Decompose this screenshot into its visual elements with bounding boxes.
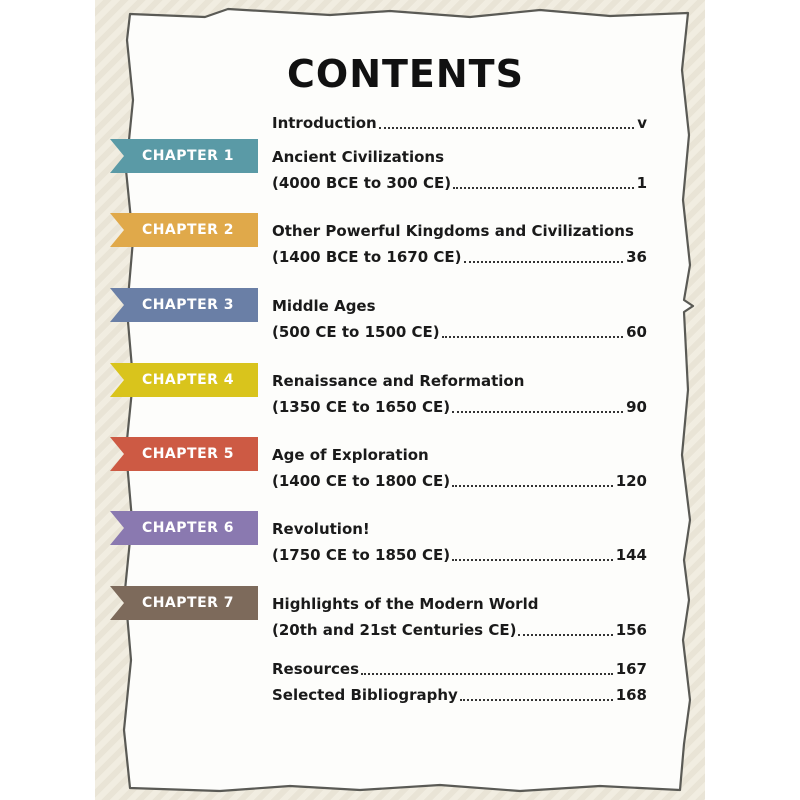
entry-dates: (20th and 21st Centuries CE) <box>272 621 517 639</box>
entry-dates: (500 CE to 1500 CE) <box>272 323 440 341</box>
entry-title: Introduction <box>272 114 377 132</box>
page-title: CONTENTS <box>287 52 524 96</box>
dot-leader <box>452 485 613 487</box>
chapter-ribbon-2[interactable] <box>110 213 258 247</box>
chapter-ribbon-7[interactable] <box>110 586 258 620</box>
chapter-ribbon-6[interactable] <box>110 511 258 545</box>
toc-entry-chapter-5[interactable] <box>272 446 647 490</box>
dot-leader <box>518 634 612 636</box>
toc-entry-chapter-1[interactable] <box>272 148 647 192</box>
toc-entry-resources[interactable] <box>272 660 647 678</box>
toc-entry-bibliography[interactable] <box>272 686 647 704</box>
page-number: 60 <box>626 323 647 341</box>
dot-leader <box>464 261 624 263</box>
entry-title: Highlights of the Modern World <box>272 595 539 613</box>
entry-title: Middle Ages <box>272 297 376 315</box>
page-number: 120 <box>615 472 647 490</box>
dot-leader <box>453 187 633 189</box>
entry-title: Ancient Civilizations <box>272 148 444 166</box>
chapter-label: CHAPTER 5 <box>141 446 235 462</box>
entry-dates: (1400 BCE to 1670 CE) <box>272 248 462 266</box>
page-number: 144 <box>615 546 647 564</box>
chapter-ribbon-4[interactable] <box>110 363 258 397</box>
entry-dates: (1750 CE to 1850 CE) <box>272 546 451 564</box>
page-number: 1 <box>636 174 647 192</box>
dot-leader <box>442 336 623 338</box>
toc-entry-chapter-2[interactable] <box>272 222 647 266</box>
entry-title: Age of Exploration <box>272 446 429 464</box>
chapter-label: CHAPTER 7 <box>141 595 235 611</box>
page-number: 156 <box>615 621 647 639</box>
entry-title: Other Powerful Kingdoms and Civilizations <box>272 222 634 240</box>
toc-entry-chapter-7[interactable] <box>272 595 647 639</box>
page-number: 167 <box>615 660 647 678</box>
dot-leader <box>361 673 613 675</box>
entry-title: Revolution! <box>272 520 370 538</box>
chapter-ribbon-1[interactable] <box>110 139 258 173</box>
chapter-label: CHAPTER 1 <box>141 148 235 164</box>
chapter-label: CHAPTER 3 <box>141 297 235 313</box>
page-number: 168 <box>615 686 647 704</box>
toc-entry-introduction[interactable] <box>272 114 647 132</box>
entry-dates: (1400 CE to 1800 CE) <box>272 472 451 490</box>
entry-title: Renaissance and Reformation <box>272 372 525 390</box>
entry-dates: (1350 CE to 1650 CE) <box>272 398 451 416</box>
chapter-label: CHAPTER 4 <box>141 372 235 388</box>
dot-leader <box>452 559 613 561</box>
dot-leader <box>452 411 623 413</box>
chapter-ribbon-5[interactable] <box>110 437 258 471</box>
chapter-label: CHAPTER 6 <box>141 520 235 536</box>
dot-leader <box>460 699 613 701</box>
toc-entry-chapter-3[interactable] <box>272 297 647 341</box>
chapter-ribbon-3[interactable] <box>110 288 258 322</box>
entry-dates: (4000 BCE to 300 CE) <box>272 174 452 192</box>
toc-entry-chapter-4[interactable] <box>272 372 647 416</box>
toc-entry-chapter-6[interactable] <box>272 520 647 564</box>
entry-title: Resources <box>272 660 360 678</box>
page-number: 90 <box>626 398 647 416</box>
chapter-label: CHAPTER 2 <box>141 222 235 238</box>
page-number: v <box>637 114 647 132</box>
dot-leader <box>379 127 634 129</box>
page-number: 36 <box>626 248 647 266</box>
entry-title: Selected Bibliography <box>272 686 458 704</box>
